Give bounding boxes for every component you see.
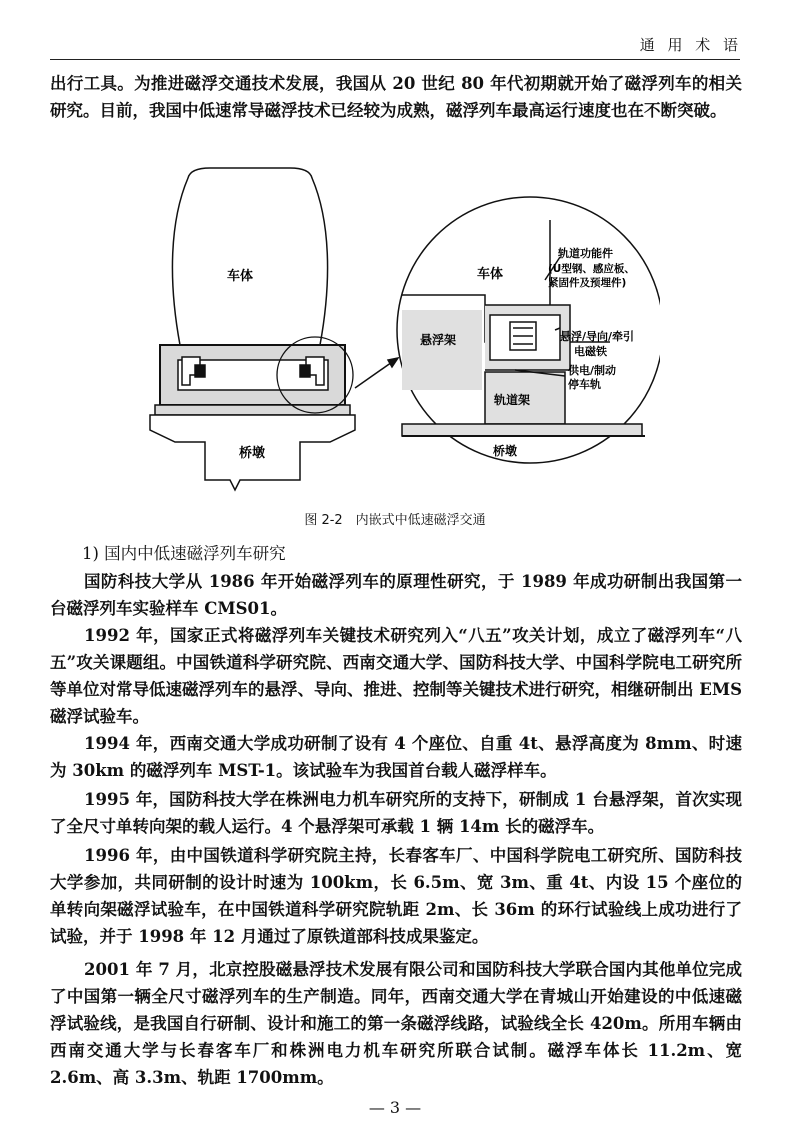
right-body-label: 车体 [476, 267, 504, 282]
paragraph-2001: 2001 年 7 月，北京控股磁悬浮技术发展有限公司和国防科技大学联合国内其他单位完成了中国第一辆全尺寸磁浮列车的生产制造。同年，西南交通大学在青城山开始建设的中低速磁浮试验线，是我国自行研制、设计和施工的第一条磁浮线路，试验线全长 420m。所用车辆由西南交通大学与长春客车厂和株洲电力机车研究所联合试制。磁浮车体长 11.2m、宽 2.6m、高 3.3m、轨距 1700mm。 [50, 960, 742, 1087]
paragraph-1994: 1994 年，西南交通大学成功研制了设有 4 个座位、自重 4t、悬浮高度为 8mm、时速为 30km 的磁浮列车 MST-1。该试验车为我国首台载人磁浮样车。 [50, 734, 742, 780]
paragraph-1995: 1995 年，国防科技大学在株洲电力机车研究所的支持下，研制成 1 台悬浮架，首次实现了全尺寸单转向架的载人运行。4 个悬浮架可承载 1 辆 14m 长的磁浮车。 [50, 790, 742, 836]
left-cross-section [150, 168, 398, 490]
zoom-arrow [355, 360, 395, 388]
power-label-2: 停车轨 [568, 378, 601, 391]
track-frame-label: 轨道架 [493, 393, 531, 407]
track-function-detail-2: 紧固件及预埋件) [548, 277, 627, 289]
intro-paragraph: 出行工具。为推进磁浮交通技术发展，我国从 20 世纪 80 年代初期就开始了磁浮列车的相关研究。目前，我国中低速常导磁浮技术已经较为成熟，磁浮列车最高运行速度也在不断突破。 [50, 74, 742, 120]
suspension-frame [402, 310, 482, 390]
car-body-outline [172, 168, 327, 345]
suspension-frame-label: 悬浮架 [419, 333, 457, 347]
magnet-label-1: 悬浮/导向/牵引 [560, 330, 635, 343]
track-function-label: 轨道功能件 [558, 247, 613, 260]
right-pier-label: 桥墩 [492, 444, 518, 458]
header-rule [50, 59, 740, 60]
paragraph-1996: 1996 年，由中国铁道科学研究院主持，长春客车厂、中国科学院电工研究所、国防科技大学参加，共同研制的设计时速为 100km，长 6.5m、宽 3m、重 4t、内设 15 个座位的单转向架磁浮试验车，在中国铁道科学研究院轨距 2m、长 36m 的环行试验线上成功进行了试验，并于 1998 年 12 月通过了原铁道部科技成果鉴定。 [50, 846, 742, 946]
figure-caption: 图 2-2 内嵌式中低速磁浮交通 [304, 513, 486, 528]
paragraph-1986: 国防科技大学从 1986 年开始磁浮列车的原理性研究，于 1989 年成功研制出我国第一台磁浮列车实验样车 CMS01。 [50, 572, 742, 618]
running-header: 通 用 术 语 [639, 36, 742, 54]
left-pier-label: 桥墩 [238, 446, 266, 461]
power-label-1: 供电/制动 [568, 364, 617, 377]
section-heading: 1) 国内中低速磁浮列车研究 [82, 544, 286, 563]
magnet-label-2: 电磁铁 [574, 345, 607, 358]
track-function-detail-1: (U型钢、感应板、 [548, 263, 635, 275]
paragraph-1992: 1992 年，国家正式将磁浮列车关键技术研究列入“八五”攻关计划，成立了磁浮列车“八五”攻关课题组。中国铁道科学研究院、西南交通大学、国防科技大学、中国科学院电工研究所等单位对常导低速磁浮列车的悬浮、导向、推进、控制等关键技术进行研究，相继研制出 EMS 磁浮试验车。 [50, 626, 743, 726]
page-number: — 3 — [368, 1098, 422, 1117]
maglev-diagram [140, 160, 660, 500]
left-body-label: 车体 [226, 269, 254, 284]
